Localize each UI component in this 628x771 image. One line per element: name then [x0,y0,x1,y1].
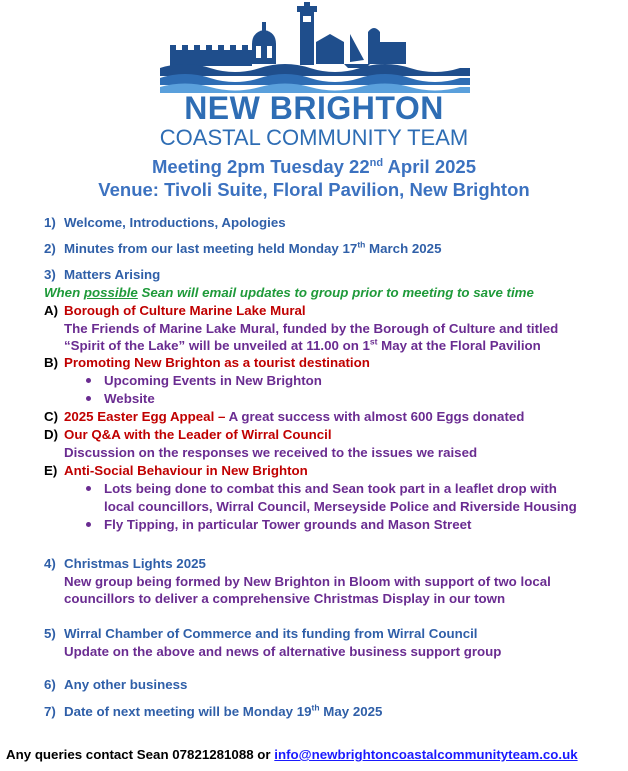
section-a-line-2: “Spirit of the Lake” will be unveiled at 11.00 on 1st May at the Floral Pavilion [64,336,541,353]
agenda-item-5: 5) Wirral Chamber of Commerce and its funding from Wirral Council [44,626,478,641]
agenda-item-4-line-2: councillors to deliver a comprehensive Christmas Display in our town [64,591,506,606]
meeting-venue: Venue: Tivoli Suite, Floral Pavilion, New Brighton [98,179,530,200]
bullet-icon [86,378,91,383]
section-d-title: D) Our Q&A with the Leader of Wirral Council [44,427,332,442]
section-c: C) 2025 Easter Egg Appeal – A great success with almost 600 Eggs donated [44,409,525,424]
agenda-item-5-line-1: Update on the above and news of alternative business support group [64,644,502,659]
logo-subtitle: COASTAL COMMUNITY TEAM [159,125,469,150]
agenda-item-2: 2) Minutes from our last meeting held Monday 17th March 2025 [44,239,442,256]
section-b-bullet-1: Upcoming Events in New Brighton [104,373,322,388]
agenda-item-1: 1) Welcome, Introductions, Apologies [44,215,286,230]
logo-title: NEW BRIGHTON [184,90,444,126]
section-e-bullet-1b: local councillors, Wirral Council, Merseyside Police and Riverside Housing [104,499,577,514]
section-a-title: A) Borough of Culture Marine Lake Mural [44,303,306,318]
bullet-icon [86,486,91,491]
skyline-logo-icon [160,2,470,97]
meeting-time: Meeting 2pm Tuesday 22nd April 2025 [152,156,476,177]
section-b-title: B) Promoting New Brighton as a tourist destination [44,355,370,370]
section-a-line-1: The Friends of Marine Lake Mural, funded by the Borough of Culture and titled [64,321,559,336]
email-link[interactable]: info@newbrightoncoastalcommunityteam.co.uk [274,747,578,762]
agenda-item-7: 7) Date of next meeting will be Monday 19th May 2025 [44,702,383,719]
agenda-item-3: 3) Matters Arising [44,267,161,282]
matters-arising-note: When possible Sean will email updates to group prior to meeting to save time [44,285,534,300]
section-d-line-1: Discussion on the responses we received to the issues we raised [64,445,478,460]
bullet-icon [86,396,91,401]
agenda-item-6: 6) Any other business [44,677,188,692]
section-e-bullet-2: Fly Tipping, in particular Tower grounds and Mason Street [104,517,472,532]
section-e-title: E) Anti-Social Behaviour in New Brighton [44,463,308,478]
bullet-icon [86,522,91,527]
agenda-item-4: 4) Christmas Lights 2025 [44,556,206,571]
section-b-bullet-2: Website [104,391,155,406]
footer-contact: Any queries contact Sean 07821281088 or info@newbrightoncoastalcommunityteam.co.uk [6,747,578,762]
agenda-item-4-line-1: New group being formed by New Brighton in Bloom with support of two local [64,574,551,589]
section-e-bullet-1a: Lots being done to combat this and Sean took part in a leaflet drop with [104,481,557,496]
